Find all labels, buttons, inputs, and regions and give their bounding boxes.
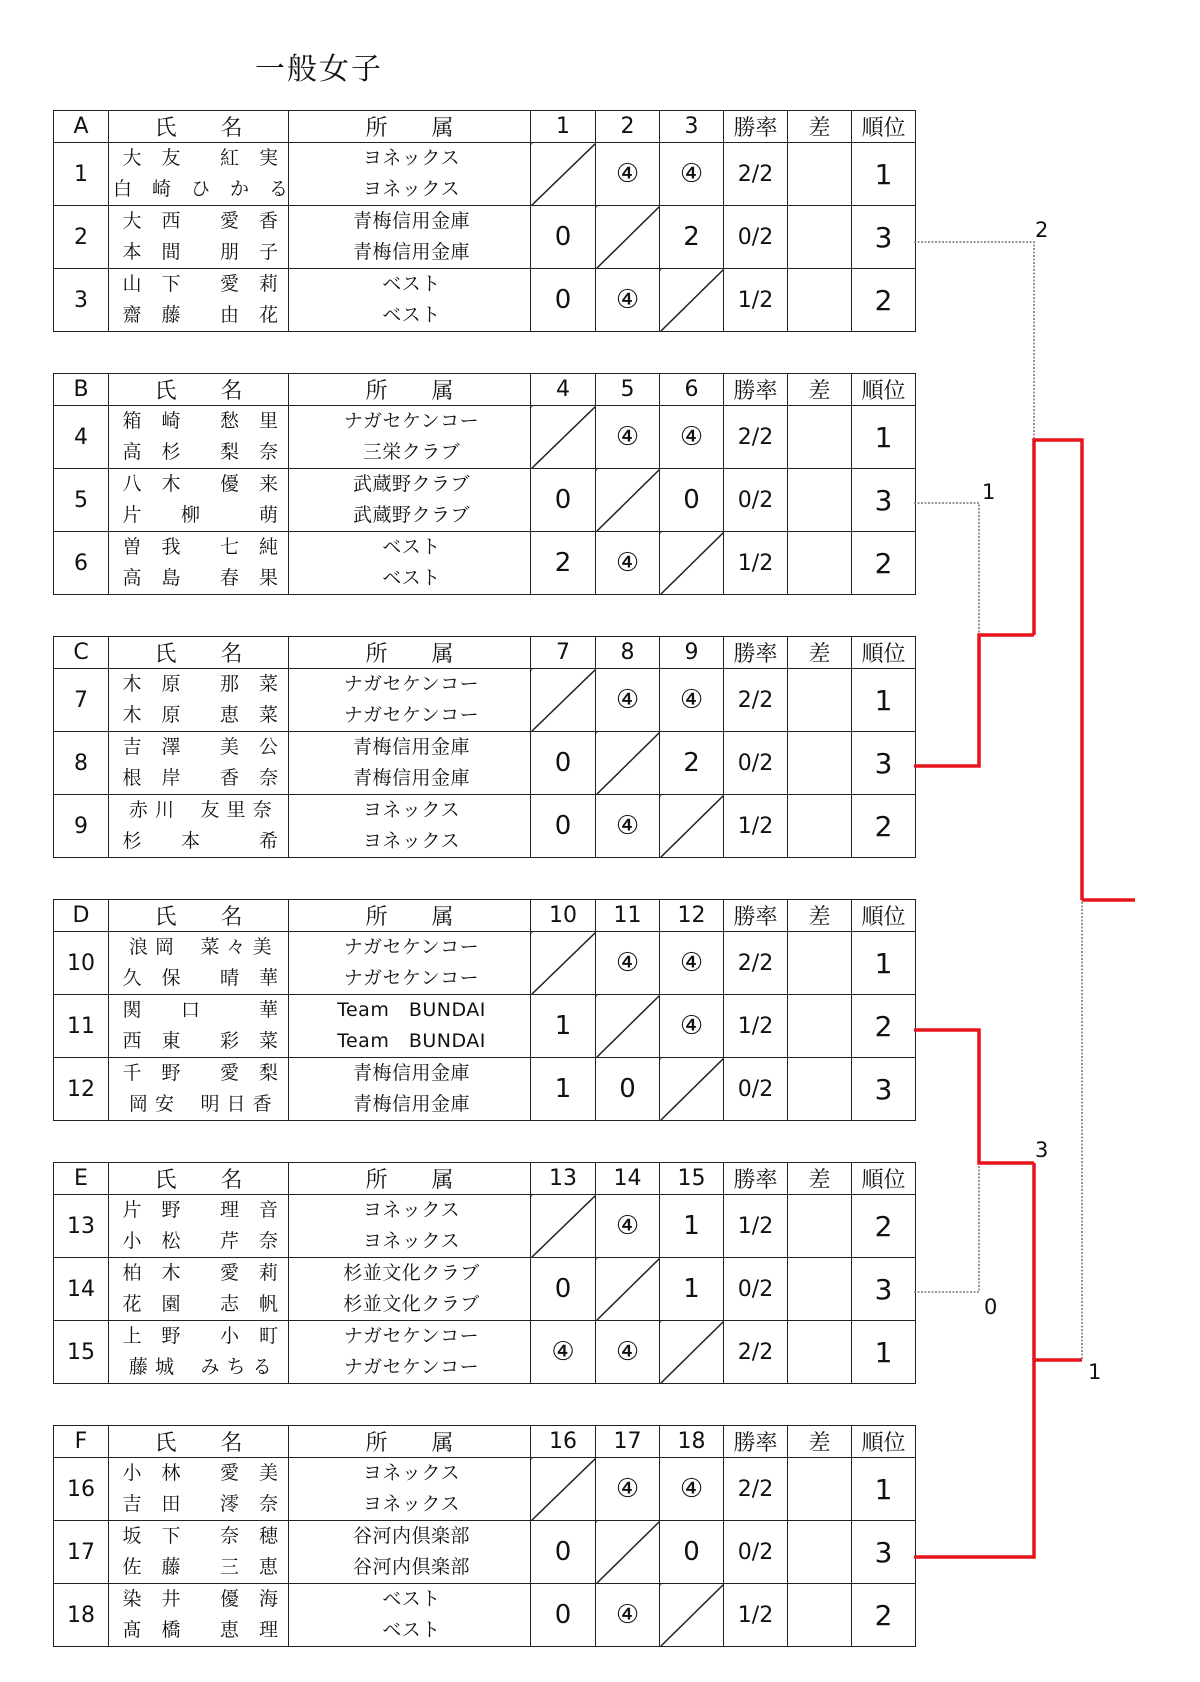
header-name: 氏 名 [109, 637, 289, 669]
match-result: 2 [660, 732, 724, 795]
player-affiliation: 武蔵野クラブ [289, 469, 531, 501]
player-name: 山 下 愛 莉 [109, 269, 289, 301]
player-name: 坂 下 奈 穂 [109, 1521, 289, 1553]
player-name: 久 保 晴 華 [109, 963, 289, 995]
pair-number: 17 [54, 1521, 109, 1584]
bracket-line-group-c [914, 635, 1034, 766]
player-affiliation: ヨネックス [289, 826, 531, 858]
player-name: 藤 城 み ち る [109, 1352, 289, 1384]
header-opponent-number: 15 [660, 1163, 724, 1195]
header-affiliation: 所 属 [289, 1426, 531, 1458]
match-result: ④ [596, 406, 660, 469]
header-rate: 勝率 [724, 374, 788, 406]
player-affiliation: ベスト [289, 532, 531, 564]
player-affiliation: 青梅信用金庫 [289, 237, 531, 269]
player-affiliation: ヨネックス [289, 143, 531, 175]
pair-number: 7 [54, 669, 109, 732]
pair-number: 8 [54, 732, 109, 795]
header-opponent-number: 13 [531, 1163, 596, 1195]
win-rate: 1/2 [724, 269, 788, 332]
player-name: 上 野 小 町 [109, 1321, 289, 1353]
header-name: 氏 名 [109, 1426, 289, 1458]
player-name: 大 西 愛 香 [109, 206, 289, 238]
match-result: 0 [660, 1521, 724, 1584]
match-result: ④ [660, 143, 724, 206]
pair-number: 5 [54, 469, 109, 532]
player-affiliation: 青梅信用金庫 [289, 1058, 531, 1090]
match-result: ④ [660, 995, 724, 1058]
player-name: 木 原 那 菜 [109, 669, 289, 701]
rank-value: 3 [852, 1258, 916, 1321]
group-label: F [54, 1426, 109, 1458]
player-name: 大 友 紅 実 [109, 143, 289, 175]
header-name: 氏 名 [109, 374, 289, 406]
match-result: ④ [596, 669, 660, 732]
win-rate: 0/2 [724, 1258, 788, 1321]
match-result: ④ [596, 1458, 660, 1521]
player-affiliation: ベスト [289, 1615, 531, 1647]
header-opponent-number: 2 [596, 111, 660, 143]
player-name: 赤 川 友 里 奈 [109, 795, 289, 827]
match-result: 0 [660, 469, 724, 532]
match-result: 0 [531, 1521, 596, 1584]
header-opponent-number: 8 [596, 637, 660, 669]
player-name: 岡 安 明 日 香 [109, 1089, 289, 1121]
bracket-score: 2 [1035, 218, 1049, 242]
player-name: 曽 我 七 純 [109, 532, 289, 564]
player-affiliation: 青梅信用金庫 [289, 763, 531, 795]
header-rate: 勝率 [724, 900, 788, 932]
header-opponent-number: 16 [531, 1426, 596, 1458]
header-diff: 差 [788, 1426, 852, 1458]
header-opponent-number: 3 [660, 111, 724, 143]
match-result: 2 [531, 532, 596, 595]
rank-value: 2 [852, 1584, 916, 1647]
player-affiliation: ナガセケンコー [289, 669, 531, 701]
rank-value: 1 [852, 932, 916, 995]
match-result: 1 [660, 1195, 724, 1258]
win-rate: 2/2 [724, 1321, 788, 1384]
player-affiliation: ナガセケンコー [289, 963, 531, 995]
pair-number: 10 [54, 932, 109, 995]
match-result: ④ [596, 532, 660, 595]
header-name: 氏 名 [109, 111, 289, 143]
win-rate: 0/2 [724, 469, 788, 532]
player-name: 佐 藤 三 恵 [109, 1552, 289, 1584]
player-name: 小 林 愛 美 [109, 1458, 289, 1490]
player-affiliation: 杉並文化クラブ [289, 1258, 531, 1290]
header-diff: 差 [788, 1163, 852, 1195]
match-result: 1 [531, 1058, 596, 1121]
bracket-line-group-e [914, 1163, 979, 1292]
header-diff: 差 [788, 637, 852, 669]
match-result: 1 [660, 1258, 724, 1321]
player-name: 片 野 理 音 [109, 1195, 289, 1227]
match-result: ④ [660, 1458, 724, 1521]
rank-value: 1 [852, 143, 916, 206]
win-rate: 0/2 [724, 1058, 788, 1121]
header-opponent-number: 12 [660, 900, 724, 932]
player-affiliation: ヨネックス [289, 795, 531, 827]
player-name: 染 井 優 海 [109, 1584, 289, 1616]
match-result: ④ [596, 932, 660, 995]
bracket-score: 3 [1035, 1138, 1049, 1162]
header-rank: 順位 [852, 900, 916, 932]
header-opponent-number: 6 [660, 374, 724, 406]
win-rate: 1/2 [724, 1584, 788, 1647]
header-opponent-number: 17 [596, 1426, 660, 1458]
header-affiliation: 所 属 [289, 900, 531, 932]
header-name: 氏 名 [109, 1163, 289, 1195]
win-rate: 2/2 [724, 1458, 788, 1521]
player-name: 花 園 志 帆 [109, 1289, 289, 1321]
win-rate: 1/2 [724, 532, 788, 595]
header-rate: 勝率 [724, 111, 788, 143]
player-name: 西 東 彩 菜 [109, 1026, 289, 1058]
rank-value: 1 [852, 1458, 916, 1521]
match-result: 0 [531, 206, 596, 269]
match-result: 0 [531, 469, 596, 532]
header-opponent-number: 5 [596, 374, 660, 406]
header-opponent-number: 9 [660, 637, 724, 669]
rank-value: 3 [852, 206, 916, 269]
player-affiliation: ヨネックス [289, 1458, 531, 1490]
header-rate: 勝率 [724, 637, 788, 669]
pair-number: 12 [54, 1058, 109, 1121]
header-rank: 順位 [852, 1426, 916, 1458]
match-result: ④ [596, 1584, 660, 1647]
player-affiliation: ベスト [289, 563, 531, 595]
pair-number: 14 [54, 1258, 109, 1321]
header-opponent-number: 7 [531, 637, 596, 669]
player-name: 杉 本 希 [109, 826, 289, 858]
match-result: 0 [531, 269, 596, 332]
rank-value: 1 [852, 1321, 916, 1384]
bracket-score: 1 [982, 480, 996, 504]
header-opponent-number: 18 [660, 1426, 724, 1458]
match-result: ④ [596, 795, 660, 858]
header-diff: 差 [788, 111, 852, 143]
player-affiliation: ベスト [289, 269, 531, 301]
player-name: 吉 澤 美 公 [109, 732, 289, 764]
win-rate: 2/2 [724, 669, 788, 732]
rank-value: 3 [852, 732, 916, 795]
player-name: 柏 木 愛 莉 [109, 1258, 289, 1290]
win-rate: 0/2 [724, 1521, 788, 1584]
player-name: 箱 崎 愁 里 [109, 406, 289, 438]
header-opponent-number: 10 [531, 900, 596, 932]
win-rate: 2/2 [724, 143, 788, 206]
header-opponent-number: 1 [531, 111, 596, 143]
player-name: 高 杉 梨 奈 [109, 437, 289, 469]
player-name: 本 間 朋 子 [109, 237, 289, 269]
pair-number: 3 [54, 269, 109, 332]
win-rate: 1/2 [724, 795, 788, 858]
match-result: 0 [531, 1584, 596, 1647]
pair-number: 6 [54, 532, 109, 595]
header-opponent-number: 14 [596, 1163, 660, 1195]
player-affiliation: ナガセケンコー [289, 406, 531, 438]
player-affiliation: 武蔵野クラブ [289, 500, 531, 532]
pair-number: 11 [54, 995, 109, 1058]
match-result: ④ [660, 932, 724, 995]
player-name: 木 原 恵 菜 [109, 700, 289, 732]
player-affiliation: 青梅信用金庫 [289, 206, 531, 238]
match-result: ④ [596, 269, 660, 332]
player-name: 浪 岡 菜 々 美 [109, 932, 289, 964]
header-rate: 勝率 [724, 1426, 788, 1458]
rank-value: 3 [852, 469, 916, 532]
header-rank: 順位 [852, 1163, 916, 1195]
win-rate: 0/2 [724, 732, 788, 795]
group-label: C [54, 637, 109, 669]
group-label: B [54, 374, 109, 406]
pair-number: 13 [54, 1195, 109, 1258]
rank-value: 2 [852, 995, 916, 1058]
win-rate: 2/2 [724, 406, 788, 469]
player-name: 片 柳 萌 [109, 500, 289, 532]
player-name: 八 木 優 来 [109, 469, 289, 501]
player-affiliation: 青梅信用金庫 [289, 732, 531, 764]
header-rate: 勝率 [724, 1163, 788, 1195]
bracket-line-group-b [914, 503, 979, 635]
pair-number: 1 [54, 143, 109, 206]
header-rank: 順位 [852, 111, 916, 143]
header-affiliation: 所 属 [289, 111, 531, 143]
match-result: ④ [596, 143, 660, 206]
rank-value: 1 [852, 406, 916, 469]
rank-value: 2 [852, 269, 916, 332]
player-name: 高 島 春 果 [109, 563, 289, 595]
player-affiliation: 青梅信用金庫 [289, 1089, 531, 1121]
match-result: 0 [531, 795, 596, 858]
bracket-line-ab-winner [1034, 440, 1082, 900]
player-affiliation: ナガセケンコー [289, 700, 531, 732]
header-affiliation: 所 属 [289, 374, 531, 406]
rank-value: 2 [852, 795, 916, 858]
win-rate: 1/2 [724, 995, 788, 1058]
player-affiliation: ヨネックス [289, 174, 531, 206]
player-name: 根 岸 香 奈 [109, 763, 289, 795]
bracket-score: 1 [1088, 1360, 1102, 1384]
header-diff: 差 [788, 374, 852, 406]
player-affiliation: ヨネックス [289, 1489, 531, 1521]
match-result: 2 [660, 206, 724, 269]
match-result: 0 [596, 1058, 660, 1121]
win-rate: 0/2 [724, 206, 788, 269]
rank-value: 2 [852, 1195, 916, 1258]
rank-value: 1 [852, 669, 916, 732]
pair-number: 9 [54, 795, 109, 858]
group-label: E [54, 1163, 109, 1195]
page-title: 一般女子 [255, 52, 383, 87]
rank-value: 3 [852, 1521, 916, 1584]
player-affiliation: ヨネックス [289, 1195, 531, 1227]
player-name: 齋 藤 由 花 [109, 300, 289, 332]
rank-value: 2 [852, 532, 916, 595]
player-affiliation: 杉並文化クラブ [289, 1289, 531, 1321]
pair-number: 2 [54, 206, 109, 269]
match-result: 1 [531, 995, 596, 1058]
player-name: 関 口 華 [109, 995, 289, 1027]
player-affiliation: ナガセケンコー [289, 1352, 531, 1384]
match-result: ④ [596, 1195, 660, 1258]
group-label: A [54, 111, 109, 143]
match-result: 0 [531, 1258, 596, 1321]
bracket-line-lower-final [1034, 900, 1082, 1360]
match-result: ④ [531, 1321, 596, 1384]
pair-number: 18 [54, 1584, 109, 1647]
header-rank: 順位 [852, 374, 916, 406]
group-label: D [54, 900, 109, 932]
player-affiliation: ナガセケンコー [289, 1321, 531, 1353]
win-rate: 1/2 [724, 1195, 788, 1258]
match-result: ④ [660, 669, 724, 732]
player-name: 白 崎 ひ か る [109, 174, 289, 206]
header-rank: 順位 [852, 637, 916, 669]
header-opponent-number: 11 [596, 900, 660, 932]
player-affiliation: ナガセケンコー [289, 932, 531, 964]
player-name: 髙 橋 恵 理 [109, 1615, 289, 1647]
player-affiliation: 谷河内倶楽部 [289, 1521, 531, 1553]
header-affiliation: 所 属 [289, 1163, 531, 1195]
win-rate: 2/2 [724, 932, 788, 995]
bracket-line-group-a [914, 242, 1034, 440]
header-affiliation: 所 属 [289, 637, 531, 669]
match-result: ④ [596, 1321, 660, 1384]
player-affiliation: 谷河内倶楽部 [289, 1552, 531, 1584]
player-name: 小 松 芹 奈 [109, 1226, 289, 1258]
match-result: ④ [660, 406, 724, 469]
header-diff: 差 [788, 900, 852, 932]
pair-number: 15 [54, 1321, 109, 1384]
bracket-score: 0 [984, 1295, 998, 1319]
player-affiliation: 三栄クラブ [289, 437, 531, 469]
player-name: 千 野 愛 梨 [109, 1058, 289, 1090]
pair-number: 4 [54, 406, 109, 469]
header-name: 氏 名 [109, 900, 289, 932]
pair-number: 16 [54, 1458, 109, 1521]
match-result: 0 [531, 732, 596, 795]
bracket-line-group-f [914, 1360, 1082, 1557]
player-affiliation: ベスト [289, 1584, 531, 1616]
player-affiliation: ベスト [289, 300, 531, 332]
rank-value: 3 [852, 1058, 916, 1121]
player-name: 吉 田 澪 奈 [109, 1489, 289, 1521]
player-affiliation: Team BUNDAI [289, 1026, 531, 1058]
player-affiliation: ヨネックス [289, 1226, 531, 1258]
header-opponent-number: 4 [531, 374, 596, 406]
bracket-line-group-d [914, 1030, 1034, 1163]
player-affiliation: Team BUNDAI [289, 995, 531, 1027]
